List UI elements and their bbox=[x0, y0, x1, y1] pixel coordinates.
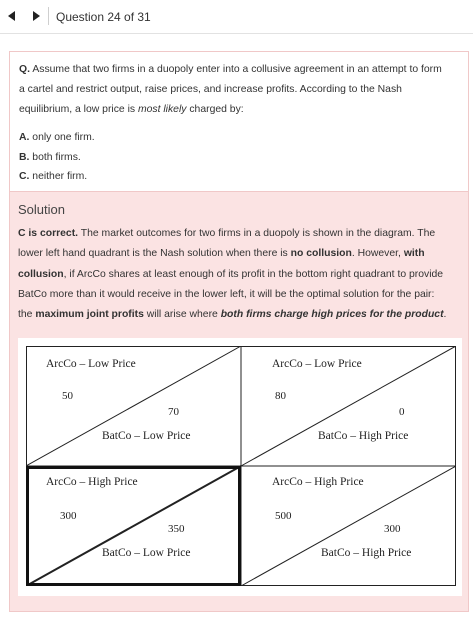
previous-question-button[interactable] bbox=[6, 10, 18, 22]
solution-line-3: , if ArcCo shares at least enough of its profit in the bottom right quadrant to provide bbox=[63, 268, 444, 280]
cell-4-arcco-payoff: 500 bbox=[275, 510, 292, 522]
solution-will-arise: will arise where bbox=[143, 309, 221, 321]
solution-max-profits: maximum joint profits bbox=[35, 309, 144, 321]
option-a[interactable] bbox=[19, 128, 95, 148]
solution-line-1: The market outcomes for two firms in a duopoly is shown in the diagram. The bbox=[78, 228, 436, 239]
option-c-text: neither firm. bbox=[32, 171, 88, 182]
solution-line-4: BatCo more than it would receive in the lower left, it will be the optimal solution for the pair: bbox=[18, 288, 435, 300]
cell-4-top-label: ArcCo – High Price bbox=[272, 476, 364, 488]
option-b-text: both firms. bbox=[32, 151, 81, 163]
question-line-1: Assume that two firms in a duopoly enter into a collusive agreement in an attempt to form bbox=[32, 64, 442, 75]
cell-1-top-label: ArcCo – Low Price bbox=[46, 358, 136, 370]
payoff-matrix-diagram bbox=[18, 338, 462, 596]
cell-3-top-label: ArcCo – High Price bbox=[46, 476, 138, 488]
option-c[interactable] bbox=[19, 167, 95, 187]
question-line-3a: equilibrium, a low price is bbox=[19, 104, 138, 115]
question-emphasis: most likely bbox=[137, 104, 187, 115]
cell-3-arcco-payoff: 300 bbox=[60, 510, 77, 522]
cell-2-arcco-payoff: 80 bbox=[275, 390, 286, 402]
option-b-letter: B. bbox=[19, 151, 30, 163]
triangle-right-icon bbox=[30, 10, 42, 22]
question-panel bbox=[9, 51, 469, 192]
triangle-left-icon bbox=[6, 10, 18, 22]
solution-panel bbox=[9, 192, 469, 612]
option-c-letter: C. bbox=[19, 171, 30, 182]
cell-3-bottom-label: BatCo – Low Price bbox=[102, 547, 191, 559]
question-counter: Question 24 of 31 bbox=[56, 10, 151, 24]
toolbar-divider bbox=[48, 7, 49, 25]
option-a-letter: A. bbox=[19, 132, 30, 143]
question-label: Q. bbox=[19, 64, 30, 75]
cell-1-arcco-payoff: 50 bbox=[62, 390, 73, 402]
solution-period: . bbox=[443, 309, 447, 321]
solution-text bbox=[18, 224, 462, 325]
cell-2-top-label: ArcCo – Low Price bbox=[272, 358, 362, 370]
cell-4-batco-payoff: 300 bbox=[384, 523, 401, 535]
option-b[interactable] bbox=[19, 148, 95, 168]
solution-conclusion: both firms charge high prices for the product bbox=[220, 309, 444, 321]
top-toolbar bbox=[0, 0, 473, 34]
solution-collusion: collusion bbox=[18, 268, 64, 280]
solution-however: . However, bbox=[351, 248, 404, 260]
solution-no-collusion: no collusion bbox=[290, 248, 352, 260]
cell-2-bottom-label: BatCo – High Price bbox=[318, 430, 409, 442]
question-stem bbox=[19, 60, 459, 120]
cell-1-batco-payoff: 70 bbox=[168, 406, 179, 418]
cell-4-bottom-label: BatCo – High Price bbox=[321, 547, 412, 559]
solution-line-2: lower left hand quadrant is the Nash solution when there is bbox=[18, 248, 291, 260]
question-line-3c: charged by: bbox=[186, 104, 244, 115]
solution-correct-answer: C is correct. bbox=[18, 228, 79, 239]
solution-with: with bbox=[403, 248, 425, 260]
cell-2-batco-payoff: 0 bbox=[399, 406, 405, 418]
question-line-2: a cartel and restrict output, raise prices, and increase profits. According to the Nash bbox=[19, 84, 402, 95]
cell-1-bottom-label: BatCo – Low Price bbox=[102, 430, 191, 442]
option-a-text: only one firm. bbox=[32, 132, 95, 143]
next-question-button[interactable] bbox=[30, 10, 42, 22]
answer-options bbox=[19, 128, 95, 187]
cell-3-batco-payoff: 350 bbox=[168, 523, 185, 535]
solution-the: the bbox=[18, 309, 36, 321]
solution-title: Solution bbox=[18, 202, 65, 217]
